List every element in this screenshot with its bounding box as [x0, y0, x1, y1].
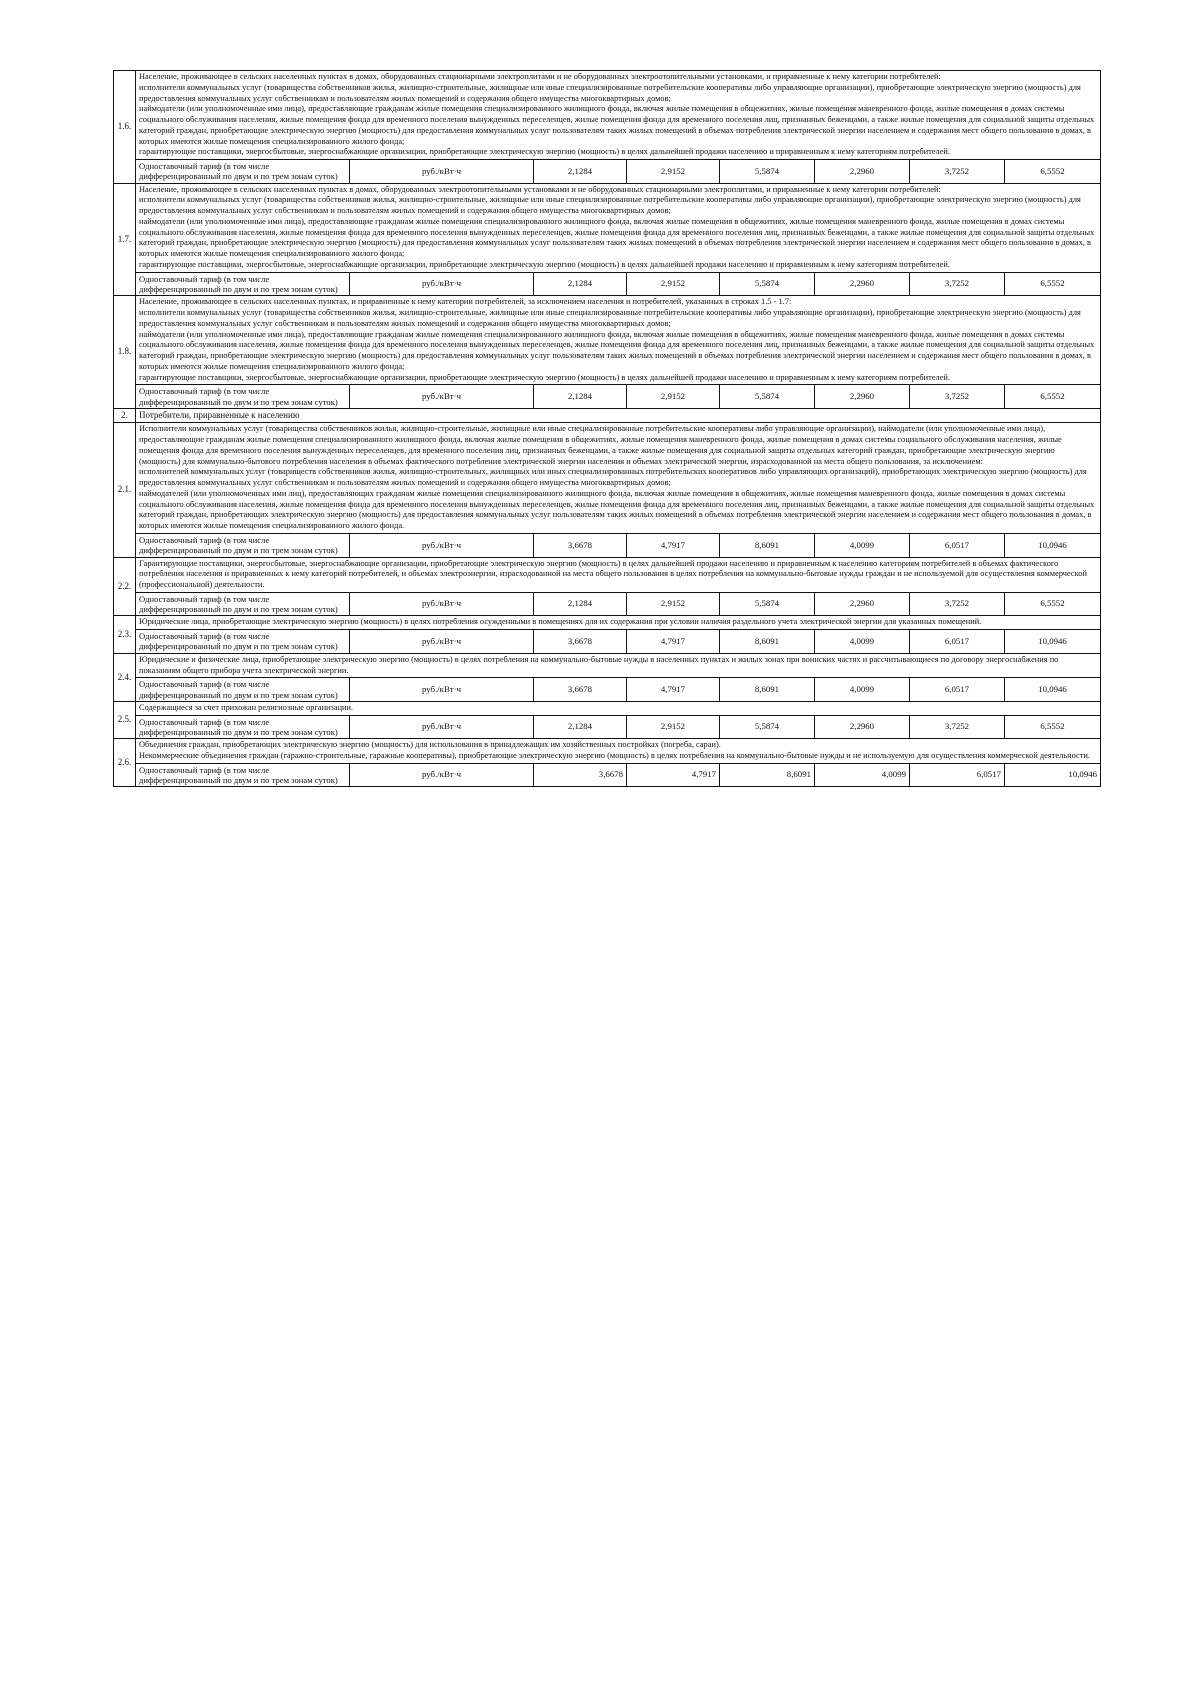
tariff-unit: руб./кВт·ч: [350, 592, 534, 616]
tariff-value: 6,0517: [910, 533, 1005, 557]
tariff-value: 4,7917: [627, 630, 720, 654]
tariff-value: 2,1284: [534, 160, 627, 184]
tariff-value: 3,7252: [910, 272, 1005, 296]
row-number: 2.2.: [114, 557, 136, 616]
tariff-value: 6,5552: [1005, 715, 1101, 739]
tariff-value: 6,5552: [1005, 160, 1101, 184]
section-description: Население, проживающее в сельских населенных пунктах в домах, оборудованных стационарными электроплитами и не оборудованных электроотопительными установками, и приравненные к нему категории потребителей: исполнители коммунальных услуг (товарищества собственников жилья, жилищно-строительные, жилищные или иные специализированные потребительские кооперативы либо управляющие организации), приобретающие электрическую энергию (мощность) для предоставления коммунальных услуг собственникам и пользователям жилых помещений и содержания общего имущества многоквартирных домов; наймодатели (или уполномоченные ими лица), предоставляющие гражданам жилые помещения специализированного жилищного фонда, включая жилые помещения в общежитиях, жилые помещения маневренного фонда, жилые помещения в домах системы социального обслуживания населения, жилые помещения фонда для временного поселения вынужденных переселенцев, жилые помещения фонда для временного поселения лиц, признанных беженцами, а также жилые помещения для социальной защиты отдельных категорий граждан, приобретающие электрическую энергию (мощность) для предоставления коммунальных услуг пользователям таких жилых помещений в объемах потребления электрической энергии населением и содержания мест общего пользования в домах, в которых имеются жилые помещения специализированного жилого фонда; гарантирующие поставщики, энергосбытовые, энергоснабжающие организации, приобретающие электрическую энергию (мощность) в целях дальнейшей продажи населению и приравненным к нему категориям потребителей.: [136, 71, 1101, 160]
tariff-table: [113, 70, 1101, 787]
section-2-6-tariff-row: [114, 763, 1101, 787]
row-number: 2.5.: [114, 701, 136, 738]
row-number: 2.6.: [114, 739, 136, 787]
row-number: 2.3.: [114, 616, 136, 653]
tariff-value: 2,9152: [627, 385, 720, 409]
section-description: Исполнители коммунальных услуг (товарищества собственников жилья, жилищно-строительные, жилищные или иные специализированные потребительские кооперативы либо управляющие организации), наймодатели (или уполномоченные ими лица), предоставляющие гражданам жилые помещения специализированного жилищного фонда, включая жилые помещения в общежитиях, жилые помещения маневренного фонда, жилые помещения в домах системы социального обслуживания населения, жилые помещения фонда для временного поселения вынужденных переселенцев, для временного поселения лиц, признанных беженцами, а также жилые помещения для социальной защиты отдельных категорий граждан, приобретающие электрическую энергию (мощность) для коммунально-бытового потребления населения в объемах фактического потребления электрической энергии населения и объемах электрической энергии, израсходованной на места общего пользования, за исключением: исполнителей коммунальных услуг (товариществ собственников жилья, жилищно-строительных, жилищных или иных специализированных потребительских кооперативов либо управляющих организаций), приобретающих электрическую энергию (мощность) для предоставления коммунальных услуг собственникам и пользователям жилых помещений и содержания общего имущества многоквартирных домов; наймодателей (или уполномоченных ими лиц), предоставляющих гражданам жилые помещения специализированного жилищного фонда, включая жилые помещения в общежитиях, жилые помещения маневренного фонда, жилые помещения в домах системы социального обслуживания населения, жилые помещения фонда для временного поселения вынужденных переселенцев, жилые помещения фонда для временного поселения лиц, признанных беженцами, а также жилые помещения для социальной защиты отдельных категорий граждан, приобретающих электрическую энергию (мощность) для предоставления коммунальных услуг пользователям таких жилых помещений в объемах потребления электрической энергии населением и содержания мест общего пользования в домах, в которых имеются жилые помещения специализированного жилого фонда.: [136, 423, 1101, 534]
tariff-value: 3,7252: [910, 160, 1005, 184]
tariff-label: Одноставочный тариф (в том числе дифференцированный по двум и по трем зонам суток): [136, 678, 350, 702]
section-2-6-description-row: [114, 739, 1101, 764]
tariff-value: 3,6678: [534, 630, 627, 654]
tariff-value: 2,2960: [815, 592, 910, 616]
tariff-value: 10,0946: [1005, 630, 1101, 654]
tariff-unit: руб./кВт·ч: [350, 715, 534, 739]
tariff-value: 4,0099: [815, 678, 910, 702]
tariff-value: 8,6091: [720, 630, 815, 654]
tariff-value: 5,5874: [720, 160, 815, 184]
tariff-value: 4,0099: [815, 630, 910, 654]
tariff-value: 10,0946: [1005, 678, 1101, 702]
tariff-value: 3,7252: [910, 385, 1005, 409]
tariff-unit: руб./кВт·ч: [350, 272, 534, 296]
section-2-4-description-row: [114, 653, 1101, 678]
tariff-value: 6,5552: [1005, 385, 1101, 409]
tariff-label: Одноставочный тариф (в том числе дифференцированный по двум и по трем зонам суток): [136, 715, 350, 739]
row-number: 2.1.: [114, 423, 136, 557]
section-2-3-tariff-row: [114, 630, 1101, 654]
tariff-value: 6,0517: [910, 630, 1005, 654]
section-description: Гарантирующие поставщики, энергосбытовые, энергоснабжающие организации, приобретающие электрическую энергию (мощность) в целях дальнейшей продажи населению и приравненным к населению категориям потребителей в объемах фактического потребления населения и приравненных к нему категорий потребителей, и объемах электроэнергии, израсходованной на места общего пользования в целях потребления на коммунально-бытовые нужды граждан и не используемой для осуществления коммерческой (профессиональной) деятельности.: [136, 557, 1101, 592]
tariff-value: 4,7917: [627, 678, 720, 702]
section-title: Потребители, приравненные к населению: [136, 408, 1101, 423]
tariff-value: 5,5874: [720, 385, 815, 409]
tariff-value: 4,7917: [627, 763, 720, 787]
row-number: 1.8.: [114, 296, 136, 409]
section-description: Содержащиеся за счет прихожан религиозные организации.: [136, 701, 1101, 715]
tariff-value: 3,6678: [534, 763, 627, 787]
tariff-value: 2,2960: [815, 272, 910, 296]
tariff-document: [113, 70, 1100, 787]
tariff-value: 4,0099: [815, 763, 910, 787]
tariff-label: Одноставочный тариф (в том числе дифференцированный по двум и по трем зонам суток): [136, 272, 350, 296]
row-number: 1.6.: [114, 71, 136, 184]
tariff-value: 5,5874: [720, 592, 815, 616]
section-2-1-tariff-row: [114, 533, 1101, 557]
tariff-label: Одноставочный тариф (в том числе дифференцированный по двум и по трем зонам суток): [136, 533, 350, 557]
tariff-label: Одноставочный тариф (в том числе дифференцированный по двум и по трем зонам суток): [136, 763, 350, 787]
tariff-unit: руб./кВт·ч: [350, 160, 534, 184]
tariff-value: 2,1284: [534, 592, 627, 616]
tariff-value: 3,7252: [910, 592, 1005, 616]
tariff-value: 2,9152: [627, 715, 720, 739]
tariff-value: 8,6091: [720, 763, 815, 787]
section-description: Юридические лица, приобретающие электрическую энергию (мощность) в целях потребления осужденными в помещениях для их содержания при условии наличия раздельного учета электрической энергии для указанных помещений.: [136, 616, 1101, 630]
tariff-value: 2,1284: [534, 272, 627, 296]
tariff-value: 3,6678: [534, 533, 627, 557]
tariff-value: 2,2960: [815, 160, 910, 184]
section-1-6-description-row: [114, 71, 1101, 160]
tariff-unit: руб./кВт·ч: [350, 678, 534, 702]
section-description: Объединения граждан, приобретающих электрическую энергию (мощность) для использования в принадлежащих им хозяйственных постройках (погреба, сараи). Некоммерческие объединения граждан (гаражно-строительные, гаражные кооперативы), приобретающие электрическую энергию (мощность) в целях потребления на коммунально-бытовые нужды и не используемую для осуществления коммерческой деятельности.: [136, 739, 1101, 764]
tariff-label: Одноставочный тариф (в том числе дифференцированный по двум и по трем зонам суток): [136, 592, 350, 616]
row-number: 2.: [114, 408, 136, 423]
row-number: 1.7.: [114, 183, 136, 296]
section-description: Юридические и физические лица, приобретающие электрическую энергию (мощность) в целях потребления на коммунально-бытовые нужды в населенных пунктах и жилых зонах при воинских частях и рассчитывающиеся по договору энергоснабжения по показаниям общего прибора учета электрической энергии.: [136, 653, 1101, 678]
section-1-6-tariff-row: [114, 160, 1101, 184]
section-description: Население, проживающее в сельских населенных пунктах в домах, оборудованных электроотопительными установками и не оборудованных стационарными электроплитами, и приравненные к нему категории потребителей: исполнители коммунальных услуг (товарищества собственников жилья, жилищно-строительные, жилищные или иные специализированные потребительские кооперативы либо управляющие организации), приобретающие электрическую энергию (мощность) для предоставления коммунальных услуг собственникам и пользователям жилых помещений и содержания общего имущества многоквартирных домов; наймодатели (или уполномоченные ими лица), предоставляющие гражданам жилые помещения специализированного жилищного фонда, включая жилые помещения в общежитиях, жилые помещения маневренного фонда, жилые помещения в домах системы социального обслуживания населения, жилые помещения фонда для временного поселения вынужденных переселенцев, жилые помещения фонда для временного поселения лиц, признанных беженцами, а также жилые помещения для социальной защиты отдельных категорий граждан, приобретающие электрическую энергию (мощность) для предоставления коммунальных услуг пользователям таких жилых помещений в объемах потребления электрической энергии населением и содержания мест общего пользования в домах, в которых имеются жилые помещения специализированного жилого фонда; гарантирующие поставщики, энергосбытовые, энергоснабжающие организации, приобретающие электрическую энергию (мощность) в целях дальнейшей продажи населению и приравненным к нему категориям потребителей.: [136, 183, 1101, 272]
tariff-value: 2,2960: [815, 385, 910, 409]
tariff-value: 2,1284: [534, 715, 627, 739]
section-2-2-description-row: [114, 557, 1101, 592]
tariff-label: Одноставочный тариф (в том числе дифференцированный по двум и по трем зонам суток): [136, 630, 350, 654]
tariff-unit: руб./кВт·ч: [350, 763, 534, 787]
section-2-2-tariff-row: [114, 592, 1101, 616]
tariff-value: 2,1284: [534, 385, 627, 409]
tariff-value: 10,0946: [1005, 763, 1101, 787]
tariff-value: 6,0517: [910, 678, 1005, 702]
tariff-value: 5,5874: [720, 272, 815, 296]
row-number: 2.4.: [114, 653, 136, 701]
tariff-value: 3,7252: [910, 715, 1005, 739]
tariff-value: 4,7917: [627, 533, 720, 557]
tariff-value: 8,6091: [720, 533, 815, 557]
section-2-4-tariff-row: [114, 678, 1101, 702]
section-1-8-tariff-row: [114, 385, 1101, 409]
tariff-value: 10,0946: [1005, 533, 1101, 557]
tariff-value: 2,9152: [627, 160, 720, 184]
tariff-value: 2,9152: [627, 272, 720, 296]
tariff-value: 8,6091: [720, 678, 815, 702]
tariff-label: Одноставочный тариф (в том числе дифференцированный по двум и по трем зонам суток): [136, 385, 350, 409]
section-2-title-row: [114, 408, 1101, 423]
tariff-value: 6,0517: [910, 763, 1005, 787]
section-2-1-description-row: [114, 423, 1101, 534]
tariff-value: 2,9152: [627, 592, 720, 616]
tariff-label: Одноставочный тариф (в том числе дифференцированный по двум и по трем зонам суток): [136, 160, 350, 184]
section-description: Население, проживающее в сельских населенных пунктах, и приравненные к нему категории потребителей, за исключением населения и потребителей, указанных в строках 1.5 - 1.7: исполнители коммунальных услуг (товарищества собственников жилья, жилищно-строительные, жилищные или иные специализированные потребительские кооперативы либо управляющие организации), приобретающие электрическую энергию (мощность) для предоставления коммунальных услуг собственникам и пользователям жилых помещений и содержания общего имущества многоквартирных домов; наймодатели (или уполномоченные ими лица), предоставляющие гражданам жилые помещения специализированного жилищного фонда, включая жилые помещения в общежитиях, жилые помещения маневренного фонда, жилые помещения в домах системы социального обслуживания населения, жилые помещения фонда для временного поселения вынужденных переселенцев, жилые помещения фонда для временного поселения лиц, признанных беженцами, а также жилые помещения для социальной защиты отдельных категорий граждан, приобретающие электрическую энергию (мощность) для предоставления коммунальных услуг пользователям таких жилых помещений в объемах потребления электрической энергии населением и содержания мест общего пользования в домах, в которых имеются жилые помещения специализированного жилого фонда; гарантирующие поставщики, энергосбытовые, энергоснабжающие организации, приобретающие электрическую энергию (мощность) в целях дальнейшей продажи населению и приравненным к нему категориям потребителей.: [136, 296, 1101, 385]
tariff-value: 3,6678: [534, 678, 627, 702]
tariff-value: 2,2960: [815, 715, 910, 739]
tariff-unit: руб./кВт·ч: [350, 533, 534, 557]
tariff-value: 6,5552: [1005, 272, 1101, 296]
tariff-unit: руб./кВт·ч: [350, 630, 534, 654]
section-2-5-tariff-row: [114, 715, 1101, 739]
tariff-value: 6,5552: [1005, 592, 1101, 616]
tariff-unit: руб./кВт·ч: [350, 385, 534, 409]
section-1-7-tariff-row: [114, 272, 1101, 296]
section-2-3-description-row: [114, 616, 1101, 630]
section-1-7-description-row: [114, 183, 1101, 272]
tariff-value: 5,5874: [720, 715, 815, 739]
section-1-8-description-row: [114, 296, 1101, 385]
tariff-value: 4,0099: [815, 533, 910, 557]
section-2-5-description-row: [114, 701, 1101, 715]
